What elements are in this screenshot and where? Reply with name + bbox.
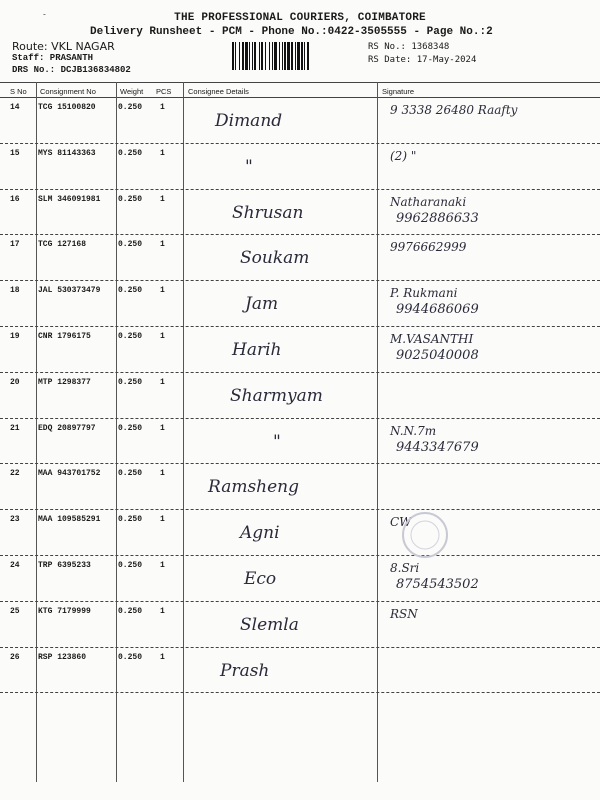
row-consignee-handwriting: " bbox=[273, 431, 281, 452]
row-sno: 14 bbox=[10, 103, 20, 112]
row-pcs: 1 bbox=[160, 194, 165, 204]
row-consignee-handwriting: Agni bbox=[240, 523, 280, 544]
row-pcs: 1 bbox=[160, 377, 165, 387]
row-weight: 0.250 bbox=[118, 286, 143, 296]
row-consignment-no: SLM 346091981 bbox=[38, 194, 101, 204]
row-signature-handwriting: 9976662999 bbox=[390, 240, 467, 255]
route-label: Route: VKL NAGAR bbox=[12, 40, 115, 53]
row-divider bbox=[0, 509, 600, 510]
row-signature-handwriting: N.N.7m bbox=[390, 423, 437, 438]
row-pcs: 1 bbox=[160, 652, 165, 662]
column-divider bbox=[36, 82, 37, 782]
row-consignment-no: TCG 127168 bbox=[38, 240, 87, 250]
header-pcs: PCS bbox=[156, 87, 172, 96]
row-weight: 0.250 bbox=[118, 515, 143, 525]
row-weight: 0.250 bbox=[118, 377, 143, 387]
row-pcs: 1 bbox=[160, 606, 165, 616]
row-sno: 15 bbox=[10, 148, 20, 158]
row-signature-handwriting: Natharanaki bbox=[390, 194, 467, 209]
row-signature-handwriting: 9 3338 26480 Raafty bbox=[390, 103, 518, 117]
row-weight: 0.250 bbox=[118, 561, 143, 570]
row-signature-phone: 9443347679 bbox=[396, 439, 479, 455]
row-consignee-handwriting: Eco bbox=[244, 569, 277, 589]
row-consignee-handwriting: Harih bbox=[232, 340, 282, 360]
column-divider bbox=[116, 82, 117, 782]
row-sno: 22 bbox=[10, 469, 20, 479]
row-consignment-no: MAA 943701752 bbox=[38, 469, 101, 479]
row-signature-phone: 9962886633 bbox=[396, 210, 479, 226]
header-consignment: Consignment No bbox=[40, 87, 96, 96]
row-divider bbox=[0, 418, 600, 419]
row-pcs: 1 bbox=[160, 515, 165, 525]
row-sno: 21 bbox=[10, 423, 20, 433]
row-consignment-no: JAL 530373479 bbox=[38, 286, 101, 296]
row-weight: 0.250 bbox=[118, 606, 143, 616]
column-divider bbox=[377, 82, 378, 782]
row-consignee-handwriting: Shrusan bbox=[232, 202, 304, 223]
row-pcs: 1 bbox=[160, 561, 165, 570]
company-title: THE PROFESSIONAL COURIERS, COIMBATORE bbox=[174, 12, 426, 24]
row-divider bbox=[0, 326, 600, 327]
header-consignee: Consignee Details bbox=[188, 87, 249, 96]
row-divider bbox=[0, 647, 600, 648]
row-sno: 23 bbox=[10, 515, 20, 525]
row-consignee-handwriting: " bbox=[245, 156, 253, 177]
row-divider bbox=[0, 189, 600, 190]
row-signature-handwriting: CW bbox=[390, 515, 412, 530]
row-consignment-no: MYS 81143363 bbox=[38, 148, 96, 158]
row-pcs: 1 bbox=[160, 423, 165, 433]
row-signature-handwriting: RSN bbox=[390, 606, 418, 621]
row-signature-handwriting: 8.Sri bbox=[390, 561, 420, 575]
column-divider bbox=[183, 82, 184, 782]
header-bottom-border bbox=[0, 97, 600, 98]
row-signature-phone: 9944686069 bbox=[396, 302, 479, 318]
drs-number: DRS No.: DCJB136834802 bbox=[12, 65, 131, 75]
company-stamp bbox=[400, 510, 450, 560]
corner-mark: ˇ bbox=[42, 14, 47, 23]
row-divider bbox=[0, 555, 600, 556]
header-sno: S No bbox=[10, 87, 27, 96]
staff-label: Staff: PRASANTH bbox=[12, 53, 94, 63]
row-pcs: 1 bbox=[160, 148, 165, 158]
barcode bbox=[232, 42, 360, 70]
row-signature-handwriting: M.VASANTHI bbox=[390, 332, 474, 346]
runsheet-subtitle: Delivery Runsheet - PCM - Phone No.:0422-3505555 - Page No.:2 bbox=[90, 26, 493, 38]
row-consignee-handwriting: Slemla bbox=[240, 614, 299, 635]
row-consignee-handwriting: Dimand bbox=[215, 111, 283, 131]
row-pcs: 1 bbox=[160, 103, 165, 112]
row-consignee-handwriting: Soukam bbox=[240, 248, 310, 269]
row-consignee-handwriting: Prash bbox=[220, 660, 270, 681]
row-weight: 0.250 bbox=[118, 332, 143, 341]
row-sno: 26 bbox=[10, 652, 20, 662]
row-sno: 17 bbox=[10, 240, 20, 250]
row-consignee-handwriting: Ramsheng bbox=[208, 477, 300, 498]
row-consignee-handwriting: Sharmyam bbox=[230, 385, 323, 406]
row-weight: 0.250 bbox=[118, 103, 143, 112]
row-consignment-no: EDQ 20897797 bbox=[38, 423, 96, 433]
row-divider bbox=[0, 601, 600, 602]
row-sno: 20 bbox=[10, 377, 20, 387]
row-signature-handwriting: P. Rukmani bbox=[390, 286, 458, 301]
row-consignee-handwriting: Jam bbox=[245, 294, 279, 315]
rs-number: RS No.: 1368348 bbox=[368, 42, 450, 52]
table-top-border bbox=[0, 82, 600, 83]
row-consignment-no: TCG 15100820 bbox=[38, 103, 96, 112]
row-divider bbox=[0, 463, 600, 464]
row-divider bbox=[0, 143, 600, 144]
row-signature-phone: 9025040008 bbox=[396, 348, 479, 363]
row-divider bbox=[0, 692, 600, 693]
row-divider bbox=[0, 280, 600, 281]
row-sno: 25 bbox=[10, 606, 20, 616]
row-weight: 0.250 bbox=[118, 423, 143, 433]
row-signature-phone: 8754543502 bbox=[396, 577, 479, 592]
row-divider bbox=[0, 372, 600, 373]
row-consignment-no: MTP 1298377 bbox=[38, 377, 91, 387]
row-consignment-no: MAA 109585291 bbox=[38, 515, 101, 525]
header-weight: Weight bbox=[120, 87, 144, 96]
row-weight: 0.250 bbox=[118, 240, 143, 250]
row-consignment-no: RSP 123860 bbox=[38, 652, 87, 662]
row-weight: 0.250 bbox=[118, 194, 143, 204]
row-sno: 18 bbox=[10, 286, 20, 296]
row-weight: 0.250 bbox=[118, 469, 143, 479]
row-weight: 0.250 bbox=[118, 148, 143, 158]
rs-date: RS Date: 17-May-2024 bbox=[368, 55, 477, 65]
row-consignment-no: CNR 1796175 bbox=[38, 332, 91, 341]
row-consignment-no: TRP 6395233 bbox=[38, 561, 91, 570]
row-signature-handwriting: (2) " bbox=[390, 148, 417, 163]
row-pcs: 1 bbox=[160, 240, 165, 250]
row-weight: 0.250 bbox=[118, 652, 143, 662]
header-signature: Signature bbox=[382, 87, 415, 96]
row-consignment-no: KTG 7179999 bbox=[38, 606, 91, 616]
row-pcs: 1 bbox=[160, 332, 165, 341]
row-sno: 24 bbox=[10, 561, 20, 570]
row-pcs: 1 bbox=[160, 469, 165, 479]
row-sno: 19 bbox=[10, 332, 20, 341]
row-sno: 16 bbox=[10, 194, 20, 204]
row-divider bbox=[0, 234, 600, 235]
row-pcs: 1 bbox=[160, 286, 165, 296]
